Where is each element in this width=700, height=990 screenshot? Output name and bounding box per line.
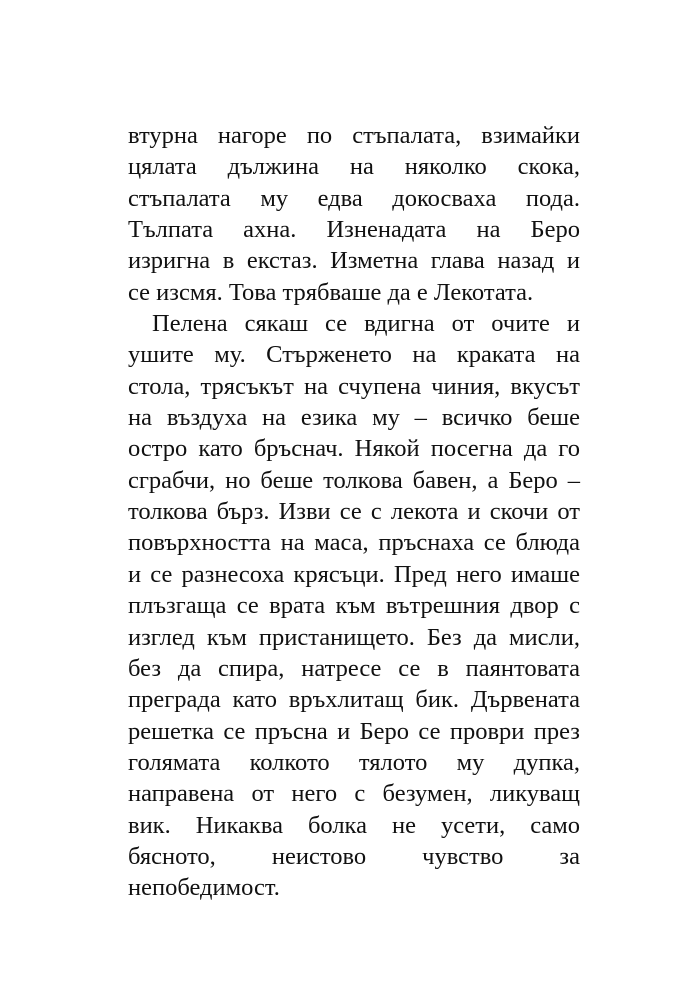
text-line: сграбчи, но беше толкова бавен, а Беро – — [128, 466, 580, 494]
paragraph — [128, 120, 580, 308]
text-line: плъзгаща се врата към вътрешния двор с — [128, 592, 580, 620]
text-line: решетка се пръсна и Беро се проври през — [128, 717, 580, 745]
paragraph — [128, 308, 580, 904]
text-line: вик. Никаква болка не усети, само — [128, 811, 580, 839]
text-line: преграда като връхлитащ бик. Дървената — [128, 686, 580, 714]
page-text — [128, 120, 580, 904]
text-line: ушите му. Стърженето на краката на — [128, 341, 580, 369]
text-line: цялата дължина на няколко скока, — [128, 153, 580, 181]
text-line: стъпалата му едва докосваха пода. — [128, 184, 580, 212]
text-line: остро като бръснач. Някой посегна да го — [128, 435, 580, 463]
text-line: на въздуха на езика му – всичко беше — [128, 404, 580, 432]
text-line: направена от него с безумен, ликуващ — [128, 780, 580, 808]
text-line: непобедимост. — [128, 874, 280, 902]
text-line: Пелена сякаш се вдигна от очите и — [152, 310, 580, 338]
text-line: изглед към пристанището. Без да мисли, — [128, 623, 580, 651]
text-line: повърхността на маса, пръснаха се блюда — [128, 529, 580, 557]
text-line: се изсмя. Това трябваше да е Лекотата. — [128, 278, 534, 306]
text-line: Тълпата ахна. Изненадата на Беро — [128, 216, 580, 244]
text-line: без да спира, натресе се в паянтовата — [128, 654, 580, 682]
text-line: толкова бърз. Изви се с лекота и скочи от — [128, 498, 580, 526]
text-line: стола, трясъкът на счупена чиния, вкусът — [128, 372, 580, 400]
text-line: и се разнесоха крясъци. Пред него имаше — [128, 560, 580, 588]
text-line: втурна нагоре по стъпалата, взимайки — [128, 122, 580, 149]
text-line: изригна в екстаз. Изметна глава назад и — [128, 247, 580, 275]
text-line: голямата колкото тялото му дупка, — [128, 748, 580, 776]
text-line: бясното, неистово чувство за — [128, 842, 580, 870]
